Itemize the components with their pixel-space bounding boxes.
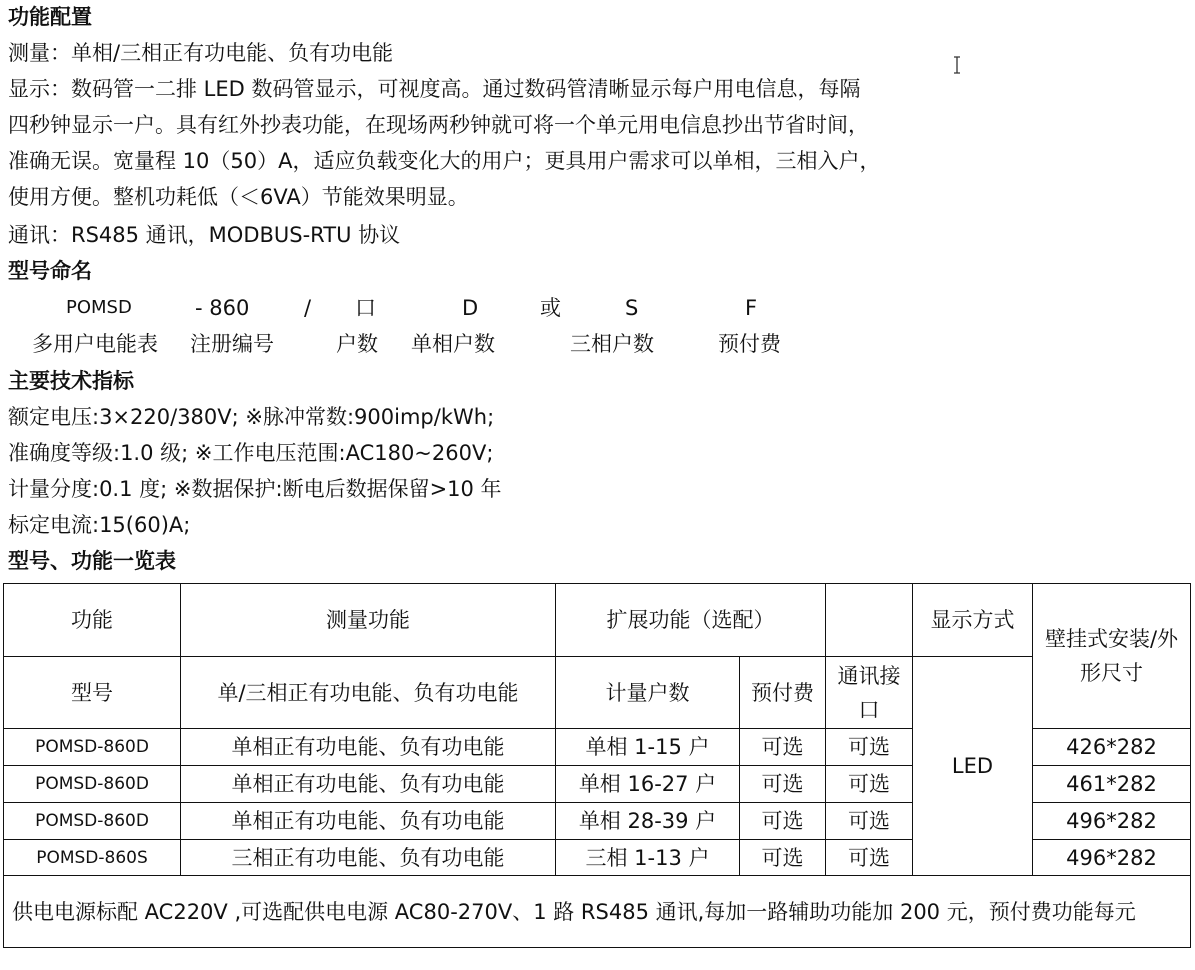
cell-comm: 可选 [826,729,913,766]
table-header-row [4,584,1191,657]
cell-households: 单相 1-15 户 [556,729,740,766]
header-measure: 测量功能 [181,584,556,657]
table-note-row [4,876,1191,948]
model-code: / [304,296,312,320]
model-meaning: 单相户数 [411,332,495,356]
cell-size: 496*282 [1033,840,1191,876]
function-config-line: 显示：数码管一二排 LED 数码管显示，可视度高。通过数码管清晰显示每户用电信息，每隔 [8,77,861,101]
model-code: F [745,296,758,320]
cell-comm: 可选 [826,766,913,803]
function-config-title: 功能配置 [8,5,92,29]
table-title: 型号、功能一览表 [8,549,176,573]
header-households: 计量户数 [556,657,740,729]
specs-title: 主要技术指标 [8,369,134,393]
cell-model: POMSD-860D [4,766,181,803]
cell-model: POMSD-860D [4,729,181,766]
model-meaning: 户数 [336,332,378,356]
function-config-line: 测量：单相/三相正有功电能、负有功电能 [8,41,394,65]
cell-comm: 可选 [826,840,913,876]
cell-measure: 单相正有功电能、负有功电能 [181,729,556,766]
header-blank-cell [826,584,913,657]
model-code: 或 [540,296,561,320]
cell-measure: 单相正有功电能、负有功电能 [181,803,556,840]
model-code-row [0,293,1195,323]
model-meaning-row [0,329,1195,359]
cell-prepaid: 可选 [740,803,826,840]
cell-prepaid: 可选 [740,729,826,766]
cell-size: 426*282 [1033,729,1191,766]
cell-measure: 三相正有功电能、负有功电能 [181,840,556,876]
header-display: 显示方式 [913,584,1033,657]
cell-prepaid: 可选 [740,766,826,803]
cell-households: 三相 1-13 户 [556,840,740,876]
model-meaning: 注册编号 [190,332,274,356]
spec-line: 额定电压:3×220/380V; ※脉冲常数:900imp/kWh; [8,405,495,429]
header-comm: 通讯接口 [826,657,913,729]
header-function: 功能 [4,584,181,657]
model-meaning: 三相户数 [570,332,654,356]
function-config-line: 使用方便。整机功耗低（＜6VA）节能效果明显。 [8,185,469,209]
header-measure-detail: 单/三相正有功电能、负有功电能 [181,657,556,729]
text-cursor-icon [952,56,962,74]
model-code: - 860 [195,296,250,320]
cell-measure: 单相正有功电能、负有功电能 [181,766,556,803]
model-function-table [3,583,1191,948]
model-code: S [625,296,639,320]
cell-prepaid: 可选 [740,840,826,876]
spec-line: 标定电流:15(60)A; [8,513,191,537]
model-code: D [462,296,479,320]
model-code: 口 [355,296,376,320]
table-subheader-row [4,657,1191,729]
model-meaning: 多用户电能表 [32,332,158,356]
spec-line: 准确度等级:1.0 级; ※工作电压范围:AC180~260V; [8,441,494,465]
spec-line: 计量分度:0.1 度; ※数据保护:断电后数据保留>10 年 [8,477,502,501]
cell-model: POMSD-860D [4,803,181,840]
table-note: 供电电源标配 AC220V ,可选配供电电源 AC80-270V、1 路 RS485 通讯,每加一路辅助功能加 200 元，预付费功能每元 [4,876,1191,948]
cell-households: 单相 28-39 户 [556,803,740,840]
function-config-line: 四秒钟显示一户。具有红外抄表功能，在现场两秒钟就可将一个单元用电信息抄出节省时间， [8,113,869,137]
header-model: 型号 [4,657,181,729]
model-naming-title: 型号命名 [8,259,92,283]
function-config-line: 通讯：RS485 通讯，MODBUS-RTU 协议 [8,223,401,247]
header-mount: 壁挂式安装/外形尺寸 [1033,584,1191,729]
cell-households: 单相 16-27 户 [556,766,740,803]
model-meaning: 预付费 [718,332,781,356]
cell-size: 496*282 [1033,803,1191,840]
header-prepaid: 预付费 [740,657,826,729]
cell-size: 461*282 [1033,766,1191,803]
cell-comm: 可选 [826,803,913,840]
function-config-line: 准确无误。宽量程 10（50）A，适应负载变化大的用户；更具用户需求可以单相，三相入户， [8,149,881,173]
cell-model: POMSD-860S [4,840,181,876]
model-code: POMSD [66,297,132,318]
display-value: LED [913,657,1033,876]
header-extend: 扩展功能（选配） [556,584,826,657]
